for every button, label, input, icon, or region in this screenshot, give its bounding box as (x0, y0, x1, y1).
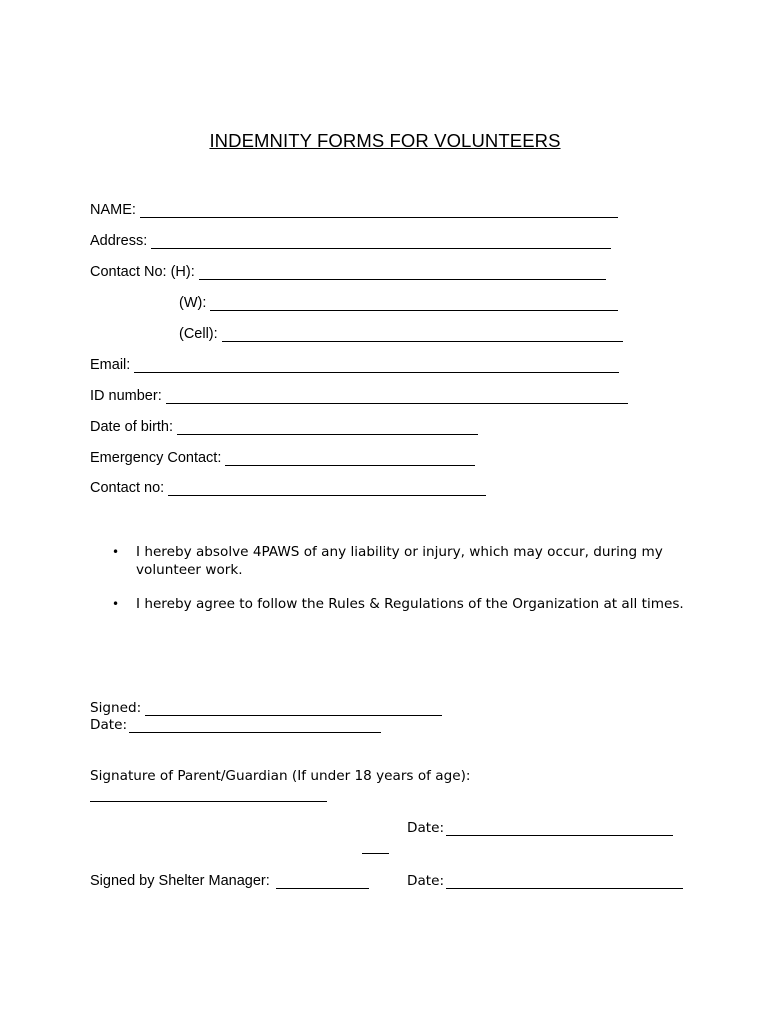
contact-cell-blank[interactable] (222, 328, 623, 342)
email-field (90, 357, 619, 373)
shelter-manager-label: Signed by Shelter Manager: (90, 873, 270, 889)
signed-date-blank[interactable] (129, 719, 381, 733)
contact-work-blank[interactable] (210, 297, 618, 311)
dob-field (90, 419, 478, 435)
id-number-label: ID number: (90, 388, 162, 404)
id-number-field (90, 388, 628, 404)
address-field (90, 233, 611, 249)
list-item (90, 543, 690, 579)
contact-cell-field (179, 326, 623, 342)
guardian-date-field (407, 820, 673, 836)
emergency-contact-blank[interactable] (225, 452, 475, 466)
email-label: Email: (90, 357, 131, 373)
signed-date-label: Date: (90, 717, 128, 733)
guardian-date-blank[interactable] (446, 822, 673, 836)
email-blank[interactable] (134, 359, 619, 373)
contact-work-label: (W): (179, 295, 207, 311)
dob-label: Date of birth: (90, 419, 174, 435)
contact-home-label: Contact No: (H): (90, 264, 195, 280)
manager-date-blank[interactable] (446, 875, 683, 889)
contact-no-label: Contact no: (90, 480, 165, 496)
id-number-blank[interactable] (166, 390, 628, 404)
manager-date-label: Date: (407, 873, 445, 889)
contact-home-field (90, 264, 606, 280)
address-blank[interactable] (151, 235, 611, 249)
declaration-text: I hereby absolve 4PAWS of any liability or injury, which may occur, during my volunteer work. (136, 544, 663, 578)
name-blank[interactable] (140, 204, 618, 218)
bullet-icon: • (112, 545, 120, 559)
shelter-manager-blank[interactable] (276, 875, 369, 889)
signed-field (90, 700, 442, 716)
guardian-signature-label: Signature of Parent/Guardian (If under 18 years of age): (90, 768, 471, 784)
contact-home-blank[interactable] (199, 266, 606, 280)
address-label: Address: (90, 233, 148, 249)
emergency-contact-field (90, 450, 475, 466)
contact-work-field (179, 295, 618, 311)
declaration-text: I hereby agree to follow the Rules & Regulations of the Organization at all times. (136, 596, 684, 612)
manager-date-field (407, 873, 683, 889)
shelter-manager-field (90, 873, 369, 889)
form-title: INDEMNITY FORMS FOR VOLUNTEERS (209, 130, 561, 151)
signed-date-field (90, 717, 381, 733)
guardian-date-label: Date: (407, 820, 445, 836)
name-field (90, 202, 618, 218)
guardian-signature-blank[interactable] (90, 789, 327, 802)
contact-no-field (90, 480, 486, 496)
contact-cell-label: (Cell): (179, 326, 218, 342)
dob-blank[interactable] (177, 421, 478, 435)
contact-no-blank[interactable] (168, 482, 486, 496)
list-item (90, 595, 690, 613)
signed-blank[interactable] (145, 702, 442, 716)
name-label: NAME: (90, 202, 136, 218)
guardian-date-blank-continued[interactable] (362, 841, 389, 854)
bullet-icon: • (112, 597, 120, 611)
declaration-list (90, 543, 690, 629)
signed-label: Signed: (90, 700, 142, 716)
emergency-contact-label: Emergency Contact: (90, 450, 222, 466)
